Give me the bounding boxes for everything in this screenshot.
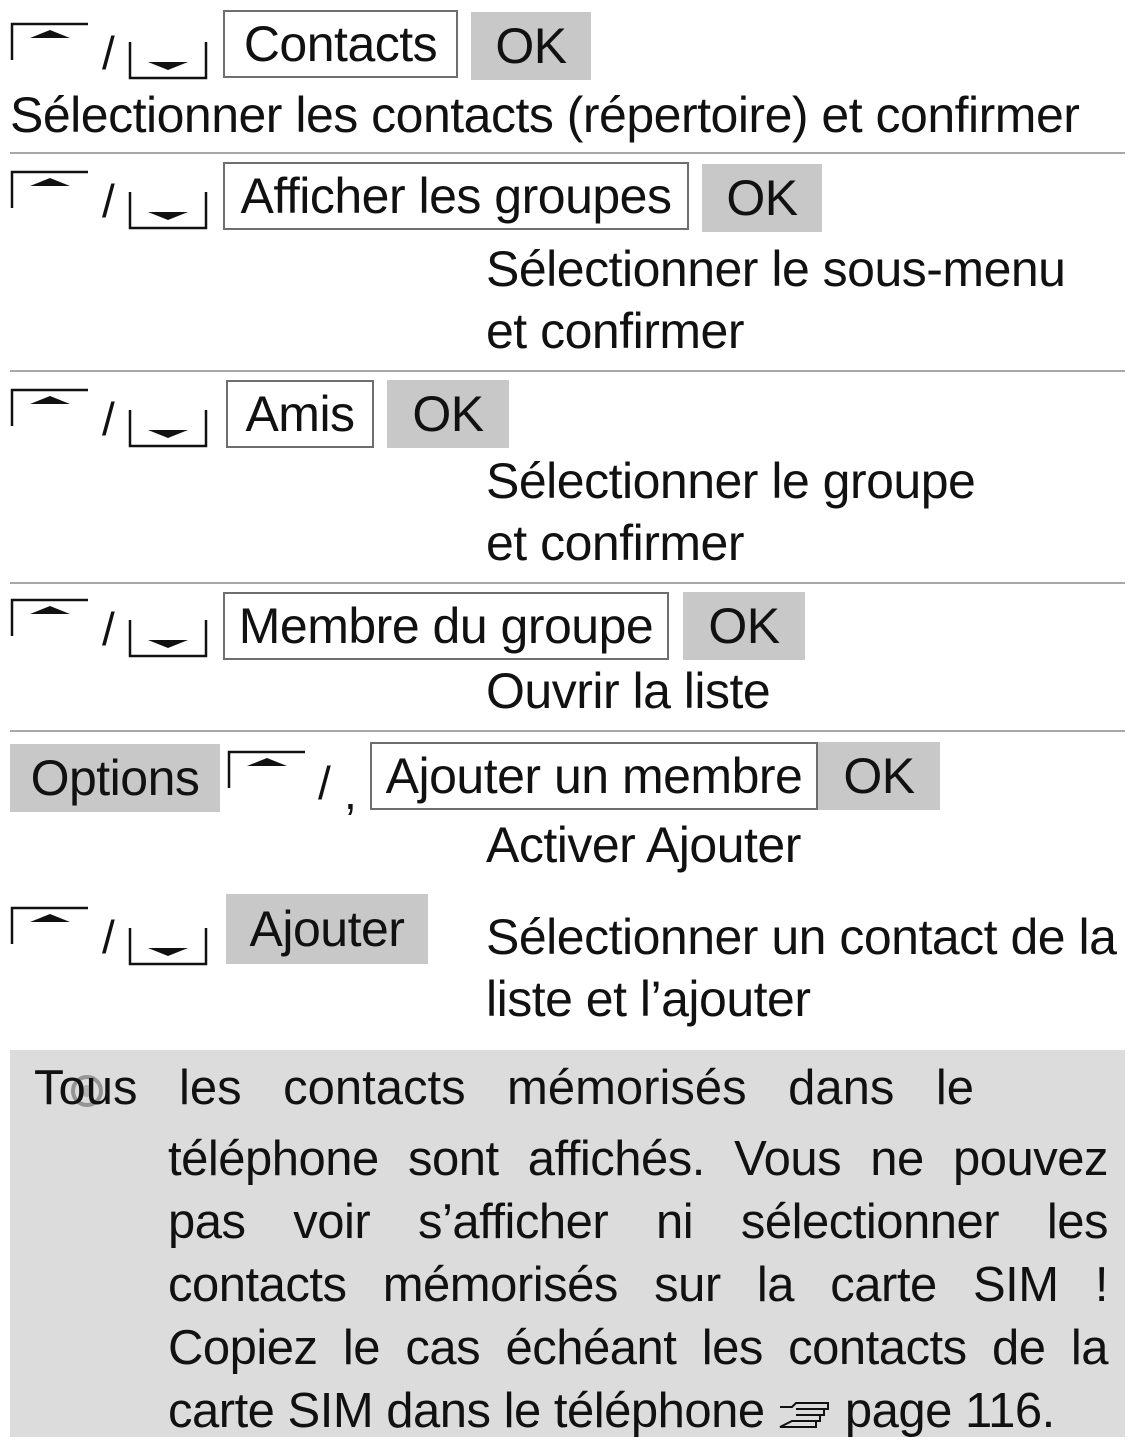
- step-description-line1: Sélectionner le sous-menu: [486, 241, 1066, 297]
- pointing-hand-icon: [778, 1401, 832, 1431]
- nav-down-key-icon: [128, 408, 208, 448]
- ok-button[interactable]: OK: [702, 164, 822, 232]
- nav-down-key-icon: [128, 618, 208, 658]
- step-description: Ouvrir la liste: [486, 663, 771, 719]
- step-description-line2: et confirmer: [486, 303, 744, 359]
- note-text: [168, 1128, 1108, 1443]
- divider: [10, 730, 1125, 732]
- nav-up-key-icon: [10, 598, 90, 638]
- nav-down-key-icon: [128, 190, 208, 230]
- step-description: Activer Ajouter: [486, 817, 801, 873]
- divider: [10, 152, 1125, 154]
- note-word: dans: [788, 1061, 895, 1115]
- slash-separator: /: [102, 175, 115, 227]
- menu-amis[interactable]: Amis: [226, 380, 374, 448]
- note-word: contacts: [283, 1061, 466, 1115]
- step-description-line1: Sélectionner un contact de la: [486, 909, 1117, 965]
- nav-up-key-icon: [227, 750, 307, 790]
- menu-afficher-les-groupes[interactable]: Afficher les groupes: [223, 162, 689, 230]
- nav-up-key-icon: [10, 22, 90, 62]
- ajouter-softkey[interactable]: Ajouter: [226, 894, 428, 964]
- nav-up-key-icon: [10, 170, 90, 210]
- note-body: téléphone sont affichés. Vous ne pouvez pas voir s’afficher ni sélectionner les contacts mémorisés sur la carte SIM ! Copiez le cas échéant les contacts de la carte SIM dans le téléphone: [168, 1132, 1108, 1438]
- slash-separator: /: [102, 27, 115, 79]
- note-word: les: [178, 1061, 242, 1115]
- step-description-line2: et confirmer: [486, 515, 744, 571]
- slash-separator: /: [102, 911, 115, 963]
- nav-up-key-icon: [10, 906, 90, 946]
- ok-button[interactable]: OK: [818, 742, 940, 810]
- note-word: Tous: [34, 1061, 138, 1115]
- nav-down-key-icon: [128, 40, 208, 80]
- ok-button[interactable]: OK: [471, 12, 591, 80]
- slash-separator: /: [318, 757, 331, 809]
- nav-up-key-icon: [10, 388, 90, 428]
- slash-separator: /: [102, 603, 115, 655]
- step-description: Sélectionner les contacts (répertoire) et confirmer: [10, 87, 1080, 143]
- step-description-line2: liste et l’ajouter: [486, 971, 811, 1027]
- note-word: le: [935, 1061, 974, 1115]
- note-first-line: [34, 1061, 974, 1115]
- comma-separator: ,: [344, 767, 357, 819]
- options-softkey[interactable]: Options: [10, 744, 220, 812]
- slash-separator: /: [102, 393, 115, 445]
- menu-ajouter-un-membre[interactable]: Ajouter un membre: [370, 742, 818, 810]
- note-word: mémorisés: [507, 1061, 747, 1115]
- menu-contacts[interactable]: Contacts: [223, 10, 458, 78]
- page-reference-link[interactable]: page 116.: [844, 1384, 1055, 1438]
- step-description-line1: Sélectionner le groupe: [486, 453, 976, 509]
- ok-button[interactable]: OK: [683, 592, 805, 660]
- info-note: [10, 1050, 1125, 1437]
- divider: [10, 370, 1125, 372]
- nav-down-key-icon: [128, 926, 208, 966]
- ok-button[interactable]: OK: [387, 380, 509, 448]
- divider: [10, 582, 1125, 584]
- menu-membre-du-groupe[interactable]: Membre du groupe: [223, 592, 669, 660]
